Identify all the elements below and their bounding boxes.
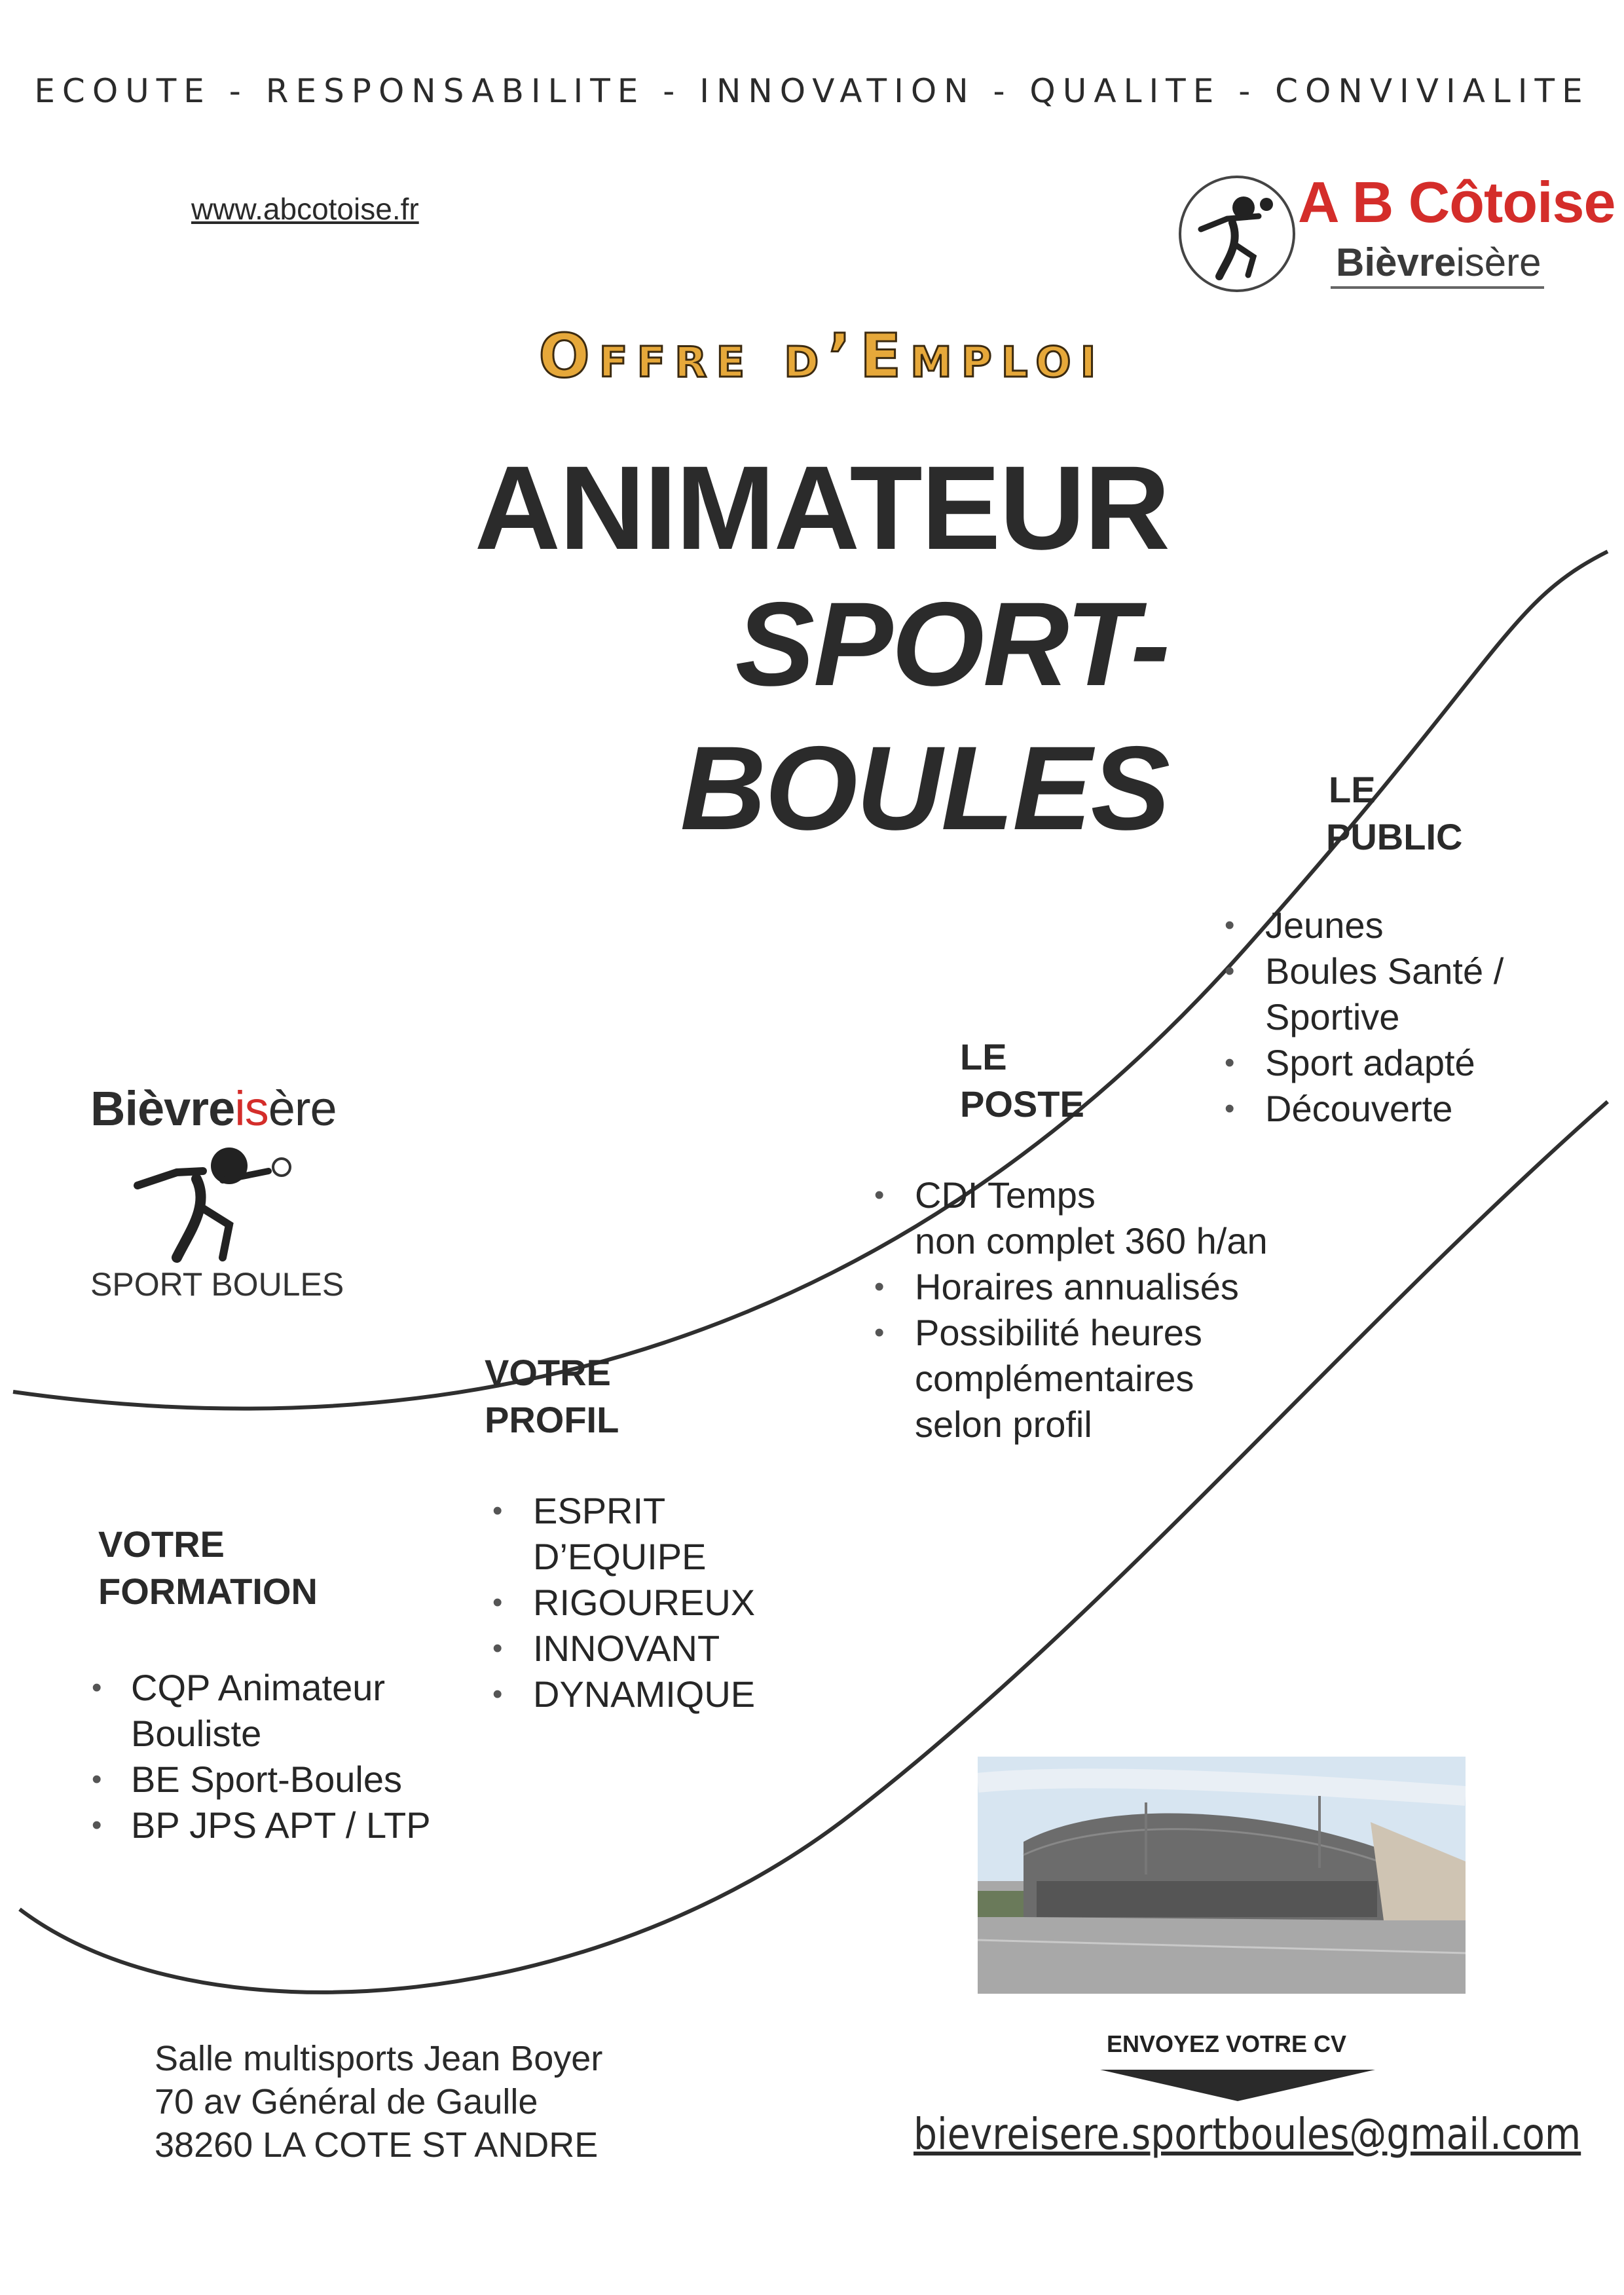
address-block	[155, 2037, 602, 2167]
list-item: • Sport adapté	[1217, 1040, 1504, 1086]
formation-title-line-1: VOTRE	[98, 1523, 225, 1565]
list-item-continuation: selon profil	[915, 1404, 1092, 1445]
list-item-continuation: Sportive	[1265, 996, 1400, 1037]
list-item: • ESPRIT	[485, 1488, 755, 1534]
boules-player-icon	[1179, 176, 1295, 292]
address-line-1: Salle multisports Jean Boyer	[155, 2039, 603, 2078]
public-title	[1326, 766, 1462, 861]
job-title-line-2: SPORT-	[735, 577, 1169, 711]
club-name: A B Côtoise	[1298, 170, 1615, 234]
list-item: • DYNAMIQUE	[485, 1671, 755, 1717]
formation-title	[98, 1521, 318, 1615]
list-item: • INNOVANT	[485, 1626, 755, 1671]
list-item-continuation: complémentaires	[915, 1358, 1194, 1399]
address-line-2: 70 av Général de Gaulle	[155, 2082, 538, 2121]
send-cv-label: ENVOYEZ VOTRE CV	[1107, 2030, 1347, 2057]
list-item: • CDI Temps	[866, 1172, 1268, 1218]
list-item: • Boules Santé /	[1217, 948, 1504, 994]
profil-title-line-2: PROFIL	[485, 1399, 619, 1440]
job-title-line-3: BOULES	[680, 721, 1169, 855]
club-subtitle-light: isère	[1456, 240, 1541, 284]
public-title-line-1: LE	[1329, 769, 1376, 810]
list-item-continuation: non complet 360 h/an	[915, 1220, 1268, 1261]
list-item: • Possibilité heures	[866, 1310, 1268, 1356]
list-item: • Jeunes	[1217, 903, 1504, 948]
list-item: • BP JPS APT / LTP	[84, 1802, 431, 1848]
profil-title	[485, 1349, 619, 1444]
poste-title-line-2: POSTE	[960, 1083, 1084, 1125]
brand-wordmark	[90, 1081, 337, 1136]
values-tagline: ECOUTE - RESPONSABILITE - INNOVATION - QUALITE - CONVIVIALITE	[34, 72, 1590, 110]
list-item: • RIGOUREUX	[485, 1580, 755, 1626]
sport-boules-logo	[85, 1061, 360, 1316]
list-item: • BE Sport-Boules	[84, 1757, 431, 1802]
list-item: • CQP Animateur	[84, 1665, 431, 1711]
brand-light: ère	[268, 1081, 337, 1136]
website-link[interactable]: www.abcotoise.fr	[191, 192, 419, 226]
list-item-continuation: D’EQUIPE	[533, 1536, 707, 1577]
list-item-continuation: Bouliste	[131, 1713, 262, 1754]
address-line-3: 38260 LA COTE ST ANDRE	[155, 2125, 599, 2165]
poste-title	[960, 1034, 1084, 1128]
brand-tagline: SPORT BOULES	[90, 1266, 344, 1303]
contact-email-link[interactable]: bievreisere.sportboules@gmail.com	[913, 2109, 1581, 2159]
offer-title	[0, 321, 1624, 391]
boules-player-icon	[124, 1140, 321, 1264]
club-subtitle-bold: Bièvre	[1336, 240, 1456, 284]
formation-title-line-2: FORMATION	[98, 1571, 318, 1612]
offer-title-text: Offre d’Emploi	[538, 321, 1105, 391]
public-list	[1217, 903, 1504, 1132]
brand-red: is	[234, 1081, 268, 1136]
poste-list	[866, 1172, 1268, 1447]
list-item: • Horaires annualisés	[866, 1264, 1268, 1310]
club-logo	[1179, 169, 1615, 293]
club-subtitle	[1331, 240, 1544, 289]
public-title-line-2: PUBLIC	[1326, 816, 1463, 857]
sports-hall-photo	[978, 1757, 1466, 1994]
job-title-line-1: ANIMATEUR	[474, 441, 1169, 574]
profil-title-line-1: VOTRE	[485, 1352, 611, 1393]
list-item: • Découverte	[1217, 1086, 1504, 1132]
formation-list	[84, 1665, 431, 1848]
profil-list	[485, 1488, 755, 1717]
poste-title-line-1: LE	[960, 1036, 1007, 1077]
brand-bold: Bièvre	[90, 1081, 235, 1136]
down-arrow-icon	[1100, 2063, 1375, 2102]
